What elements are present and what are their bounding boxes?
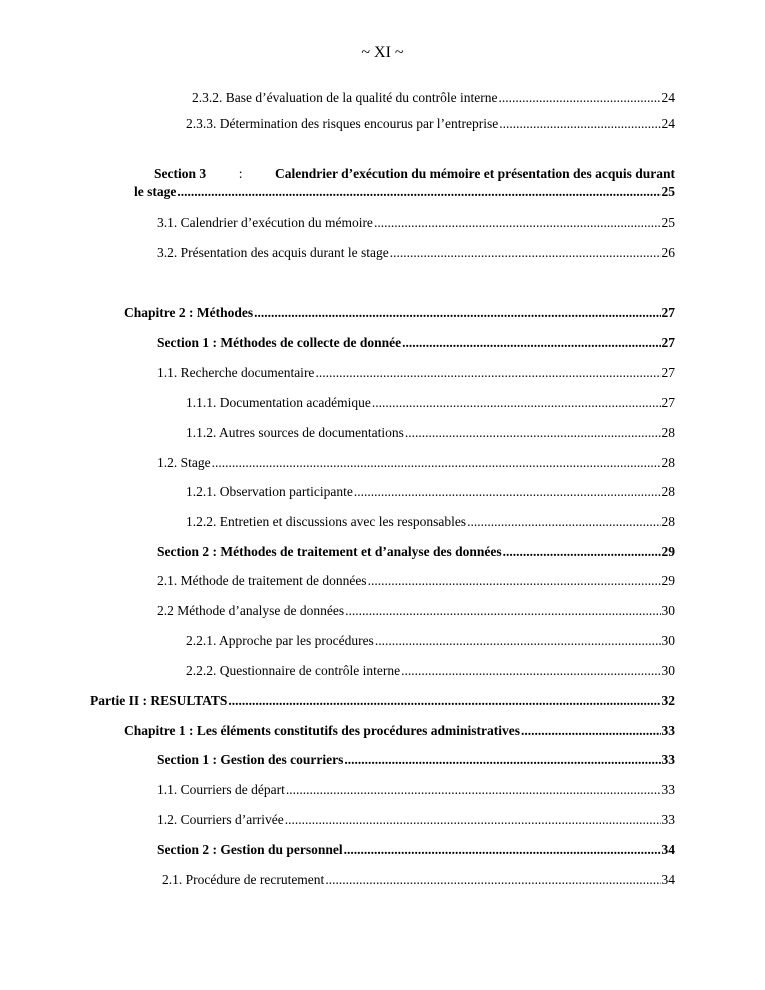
toc-leader-dots bbox=[228, 692, 660, 710]
toc-page-number: 28 bbox=[661, 455, 675, 470]
toc-page-number: 24 bbox=[661, 116, 675, 131]
toc-page-number: 33 bbox=[661, 752, 675, 767]
toc-entry-p2-1-1[interactable] bbox=[157, 781, 675, 799]
toc-label: Section 2 : Méthodes de traitement et d’analyse des données bbox=[157, 544, 502, 559]
toc-entry-1-2-2[interactable] bbox=[186, 513, 675, 531]
toc-leader-dots bbox=[499, 89, 661, 107]
toc-label: Section 2 : Gestion du personnel bbox=[157, 842, 343, 857]
toc-page-number: 30 bbox=[661, 603, 675, 618]
toc-wrapped-line-2 bbox=[134, 183, 675, 201]
toc-leader-dots bbox=[375, 632, 661, 650]
toc-label: 2.1. Méthode de traitement de données bbox=[157, 573, 367, 588]
toc-leader-dots bbox=[390, 244, 661, 262]
toc-label: 1.1.1. Documentation académique bbox=[186, 395, 371, 410]
toc-entry-section-3[interactable] bbox=[134, 165, 675, 201]
toc-leader-dots bbox=[254, 304, 660, 322]
toc-page-number: 32 bbox=[661, 693, 675, 708]
toc-page-number: 34 bbox=[661, 842, 675, 857]
toc-wrapped-line-1 bbox=[134, 165, 675, 183]
toc-entry-2-3-2[interactable] bbox=[192, 89, 675, 107]
toc-page-number: 30 bbox=[661, 663, 675, 678]
toc-label: 2.2.2. Questionnaire de contrôle interne bbox=[186, 663, 401, 678]
toc-label: 1.2. Courriers d’arrivée bbox=[157, 812, 284, 827]
toc-page-number: 27 bbox=[661, 305, 675, 320]
toc-page-number: 27 bbox=[661, 335, 675, 350]
toc-leader-dots bbox=[177, 183, 660, 201]
toc-leader-dots bbox=[345, 602, 660, 620]
toc-page-number: 28 bbox=[661, 425, 675, 440]
toc-entry-chapitre-2[interactable] bbox=[124, 304, 675, 322]
toc-page-number: 33 bbox=[661, 723, 675, 738]
toc-entry-1-2-1[interactable] bbox=[186, 483, 675, 501]
toc-label: Partie II : RESULTATS bbox=[90, 693, 228, 708]
toc-leader-dots bbox=[354, 483, 661, 501]
toc-page-number: 28 bbox=[661, 514, 675, 529]
toc-leader-dots bbox=[285, 811, 661, 829]
toc-page-number: 28 bbox=[661, 484, 675, 499]
toc-section-title-line1: Calendrier d’exécution du mémoire et présentation des acquis durant bbox=[275, 166, 675, 181]
toc-page-number: 25 bbox=[661, 215, 675, 230]
toc-label: 1.1. Courriers de départ bbox=[157, 782, 285, 797]
toc-leader-dots bbox=[499, 115, 660, 133]
toc-entry-3-1[interactable] bbox=[157, 214, 675, 232]
toc-leader-dots bbox=[344, 841, 661, 859]
toc-label: 3.1. Calendrier d’exécution du mémoire bbox=[157, 215, 373, 230]
toc-label: Section 1 : Gestion des courriers bbox=[157, 752, 344, 767]
toc-leader-dots bbox=[401, 662, 660, 680]
toc-entry-p2-chapitre-1[interactable] bbox=[124, 722, 675, 740]
toc-page-number: 27 bbox=[661, 395, 675, 410]
toc-label: Section 1 : Méthodes de collecte de donnée bbox=[157, 335, 402, 350]
toc-page-number: 29 bbox=[661, 573, 675, 588]
toc-page-number: 34 bbox=[661, 872, 675, 887]
toc-leader-dots bbox=[467, 513, 660, 531]
toc-section-separator: : bbox=[238, 166, 243, 181]
toc-page-number: 30 bbox=[661, 633, 675, 648]
toc-leader-dots bbox=[315, 364, 660, 382]
toc-leader-dots bbox=[368, 572, 661, 590]
toc-leader-dots bbox=[374, 214, 661, 232]
toc-section-title-line2: le stage bbox=[134, 184, 177, 199]
toc-label: 1.2. Stage bbox=[157, 455, 211, 470]
toc-label: Chapitre 1 : Les éléments constitutifs des procédures administratives bbox=[124, 723, 520, 738]
toc-entry-2-3-3[interactable] bbox=[186, 115, 675, 133]
toc-entry-2-2[interactable] bbox=[157, 602, 675, 620]
toc-entry-1-1-2[interactable] bbox=[186, 424, 675, 442]
toc-label: 2.3.2. Base d’évaluation de la qualité du contrôle interne bbox=[192, 90, 498, 105]
toc-entry-1-1-1[interactable] bbox=[186, 394, 675, 412]
toc-entry-3-2[interactable] bbox=[157, 244, 675, 262]
toc-label: 1.1. Recherche documentaire bbox=[157, 365, 315, 380]
toc-label: 2.1. Procédure de recrutement bbox=[162, 872, 325, 887]
toc-label: 2.2 Méthode d’analyse de données bbox=[157, 603, 345, 618]
toc-label: 1.1.2. Autres sources de documentations bbox=[186, 425, 404, 440]
toc-leader-dots bbox=[325, 871, 660, 889]
toc-page-number: 33 bbox=[661, 782, 675, 797]
toc-leader-dots bbox=[402, 334, 660, 352]
toc-leader-dots bbox=[521, 722, 661, 740]
toc-label: 2.2.1. Approche par les procédures bbox=[186, 633, 374, 648]
toc-entry-2-1[interactable] bbox=[157, 572, 675, 590]
toc-page-number: 24 bbox=[661, 90, 675, 105]
toc-leader-dots bbox=[212, 454, 661, 472]
toc-section-prefix: Section 3 bbox=[154, 166, 207, 181]
toc-leader-dots bbox=[405, 424, 661, 442]
toc-label: 3.2. Présentation des acquis durant le stage bbox=[157, 245, 389, 260]
toc-entry-2-2-1[interactable] bbox=[186, 632, 675, 650]
toc-entry-1-1[interactable] bbox=[157, 364, 675, 382]
toc-entry-ch2-section-1[interactable] bbox=[157, 334, 675, 352]
toc-page-number: 29 bbox=[661, 544, 675, 559]
toc-page-number: 33 bbox=[661, 812, 675, 827]
toc-leader-dots bbox=[286, 781, 661, 799]
toc-leader-dots bbox=[503, 543, 661, 561]
toc-label: 1.2.2. Entretien et discussions avec les responsables bbox=[186, 514, 467, 529]
toc-entry-ch2-section-2[interactable] bbox=[157, 543, 675, 561]
toc-entry-1-2[interactable] bbox=[157, 454, 675, 472]
toc-label: 2.3.3. Détermination des risques encourus par l’entreprise bbox=[186, 116, 499, 131]
toc-entry-p2-section-1[interactable] bbox=[157, 751, 675, 769]
toc-leader-dots bbox=[372, 394, 661, 412]
toc-entry-p2-2-1[interactable] bbox=[162, 871, 675, 889]
toc-leader-dots bbox=[344, 751, 660, 769]
toc-page-number: 27 bbox=[661, 365, 675, 380]
toc-entry-partie-2[interactable] bbox=[90, 692, 675, 710]
toc-page-number: 25 bbox=[661, 184, 675, 199]
toc-entry-p2-1-2[interactable] bbox=[157, 811, 675, 829]
toc-entry-2-2-2[interactable] bbox=[186, 662, 675, 680]
toc-label: 1.2.1. Observation participante bbox=[186, 484, 353, 499]
toc-page-number: 26 bbox=[661, 245, 675, 260]
toc-label: Chapitre 2 : Méthodes bbox=[124, 305, 254, 320]
page-number-header: ~ XI ~ bbox=[361, 44, 404, 61]
toc-entry-p2-section-2[interactable] bbox=[157, 841, 675, 859]
